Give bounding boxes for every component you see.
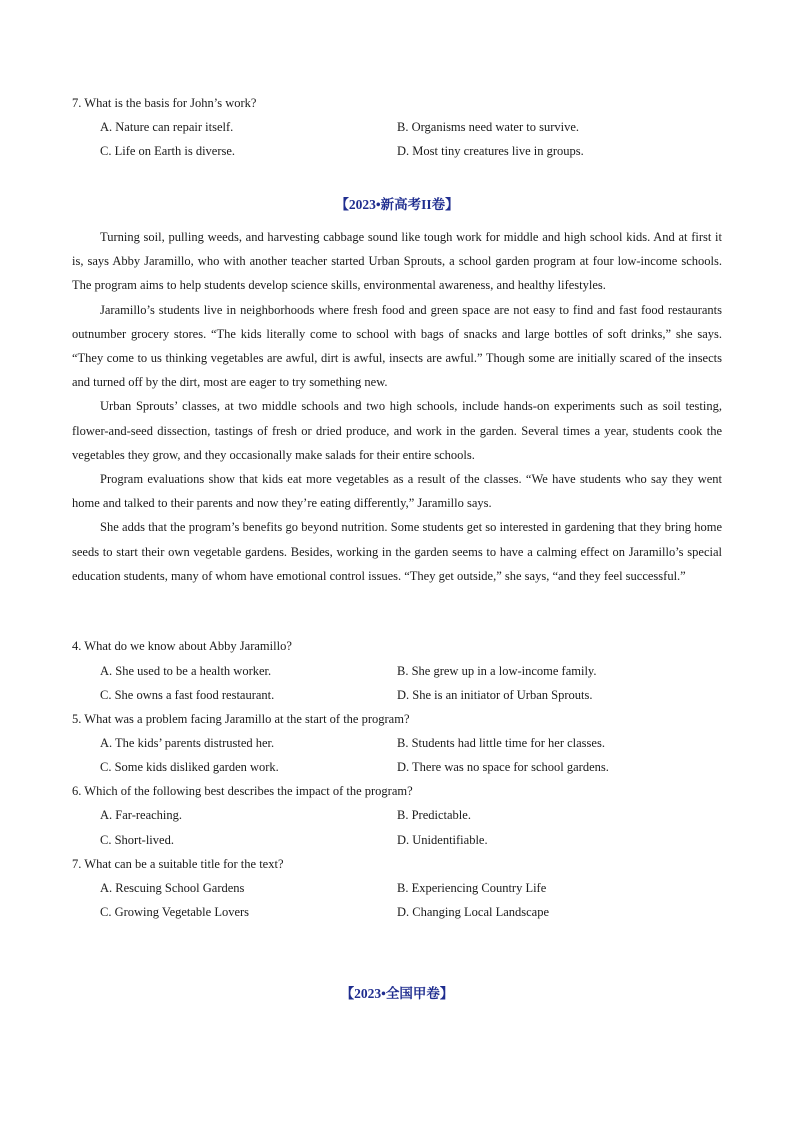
q5-option-c: C. Some kids disliked garden work. bbox=[100, 760, 279, 774]
passage-paragraph: Program evaluations show that kids eat more vegetables as a result of the classes. “We have students who say they went home and talked to their parents and now they’re eating differently,” Jaramillo says. bbox=[72, 472, 722, 511]
q7-option-b: B. Experiencing Country Life bbox=[397, 881, 547, 895]
passage-paragraph: She adds that the program’s benefits go beyond nutrition. Some students get so interested in gardening that they bring home seeds to start their own vegetable gardens. Besides, working in the garden seems to have a calming effect on Jaramillo’s special education students, many of whom have emotional control issues. “They get outside,” she says, “and they feel successful.” bbox=[72, 520, 722, 583]
q7-option-a: A. Rescuing School Gardens bbox=[100, 881, 245, 895]
q4-option-d: D. She is an initiator of Urban Sprouts. bbox=[397, 688, 593, 702]
reading-passage bbox=[72, 225, 722, 588]
q6-option-b: B. Predictable. bbox=[397, 808, 471, 822]
question-7: 7. What can be a suitable title for the text? bbox=[72, 857, 284, 871]
prev-q7-option-b: B. Organisms need water to survive. bbox=[397, 120, 580, 134]
q5-option-a: A. The kids’ parents distrusted her. bbox=[100, 736, 275, 750]
q4-option-a: A. She used to be a health worker. bbox=[100, 664, 272, 678]
q6-option-a: A. Far-reaching. bbox=[100, 808, 183, 822]
prev-question-7: 7. What is the basis for John’s work? bbox=[72, 96, 257, 110]
section-heading-quanguo-jia: 【2023•全国甲卷】 bbox=[340, 986, 454, 1001]
section-heading-xingaokao-ii: 【2023•新高考II卷】 bbox=[335, 197, 459, 212]
question-5: 5. What was a problem facing Jaramillo at the start of the program? bbox=[72, 712, 410, 726]
question-6: 6. Which of the following best describes the impact of the program? bbox=[72, 784, 413, 798]
passage-paragraph: Urban Sprouts’ classes, at two middle schools and two high schools, include hands-on experiments such as soil testing, flower-and-seed dissection, tastings of fresh or dried produce, and work in the garden. Several times a year, students cook the vegetables they grow, and they occasionally make salads for their entire schools. bbox=[72, 399, 722, 462]
q6-option-d: D. Unidentifiable. bbox=[397, 833, 488, 847]
q4-option-b: B. She grew up in a low-income family. bbox=[397, 664, 597, 678]
prev-q7-option-a: A. Nature can repair itself. bbox=[100, 120, 234, 134]
question-4: 4. What do we know about Abby Jaramillo? bbox=[72, 639, 292, 653]
prev-q7-option-d: D. Most tiny creatures live in groups. bbox=[397, 144, 584, 158]
passage-paragraph: Jaramillo’s students live in neighborhoods where fresh food and green space are not easy to find and fast food restaurants outnumber grocery stores. “The kids literally come to school with bags of snacks and large bottles of soft drinks,” she says. “They come to us thinking vegetables are awful, dirt is awful, insects are awful.” Though some are initially scared of the insects and turned off by the dirt, most are eager to try something new. bbox=[72, 302, 722, 390]
prev-q7-option-c: C. Life on Earth is diverse. bbox=[100, 144, 236, 158]
q5-option-b: B. Students had little time for her classes. bbox=[397, 736, 605, 750]
q5-option-d: D. There was no space for school gardens. bbox=[397, 760, 609, 774]
passage-paragraph: Turning soil, pulling weeds, and harvesting cabbage sound like tough work for middle and high school kids. And at first it is, says Abby Jaramillo, who with another teacher started Urban Sprouts, a school garden program at four low-income schools. The program aims to help students develop science skills, environmental awareness, and healthy lifestyles. bbox=[72, 230, 722, 293]
q6-option-c: C. Short-lived. bbox=[100, 833, 174, 847]
q7-option-c: C. Growing Vegetable Lovers bbox=[100, 905, 250, 919]
q7-option-d: D. Changing Local Landscape bbox=[397, 905, 550, 919]
q4-option-c: C. She owns a fast food restaurant. bbox=[100, 688, 275, 702]
